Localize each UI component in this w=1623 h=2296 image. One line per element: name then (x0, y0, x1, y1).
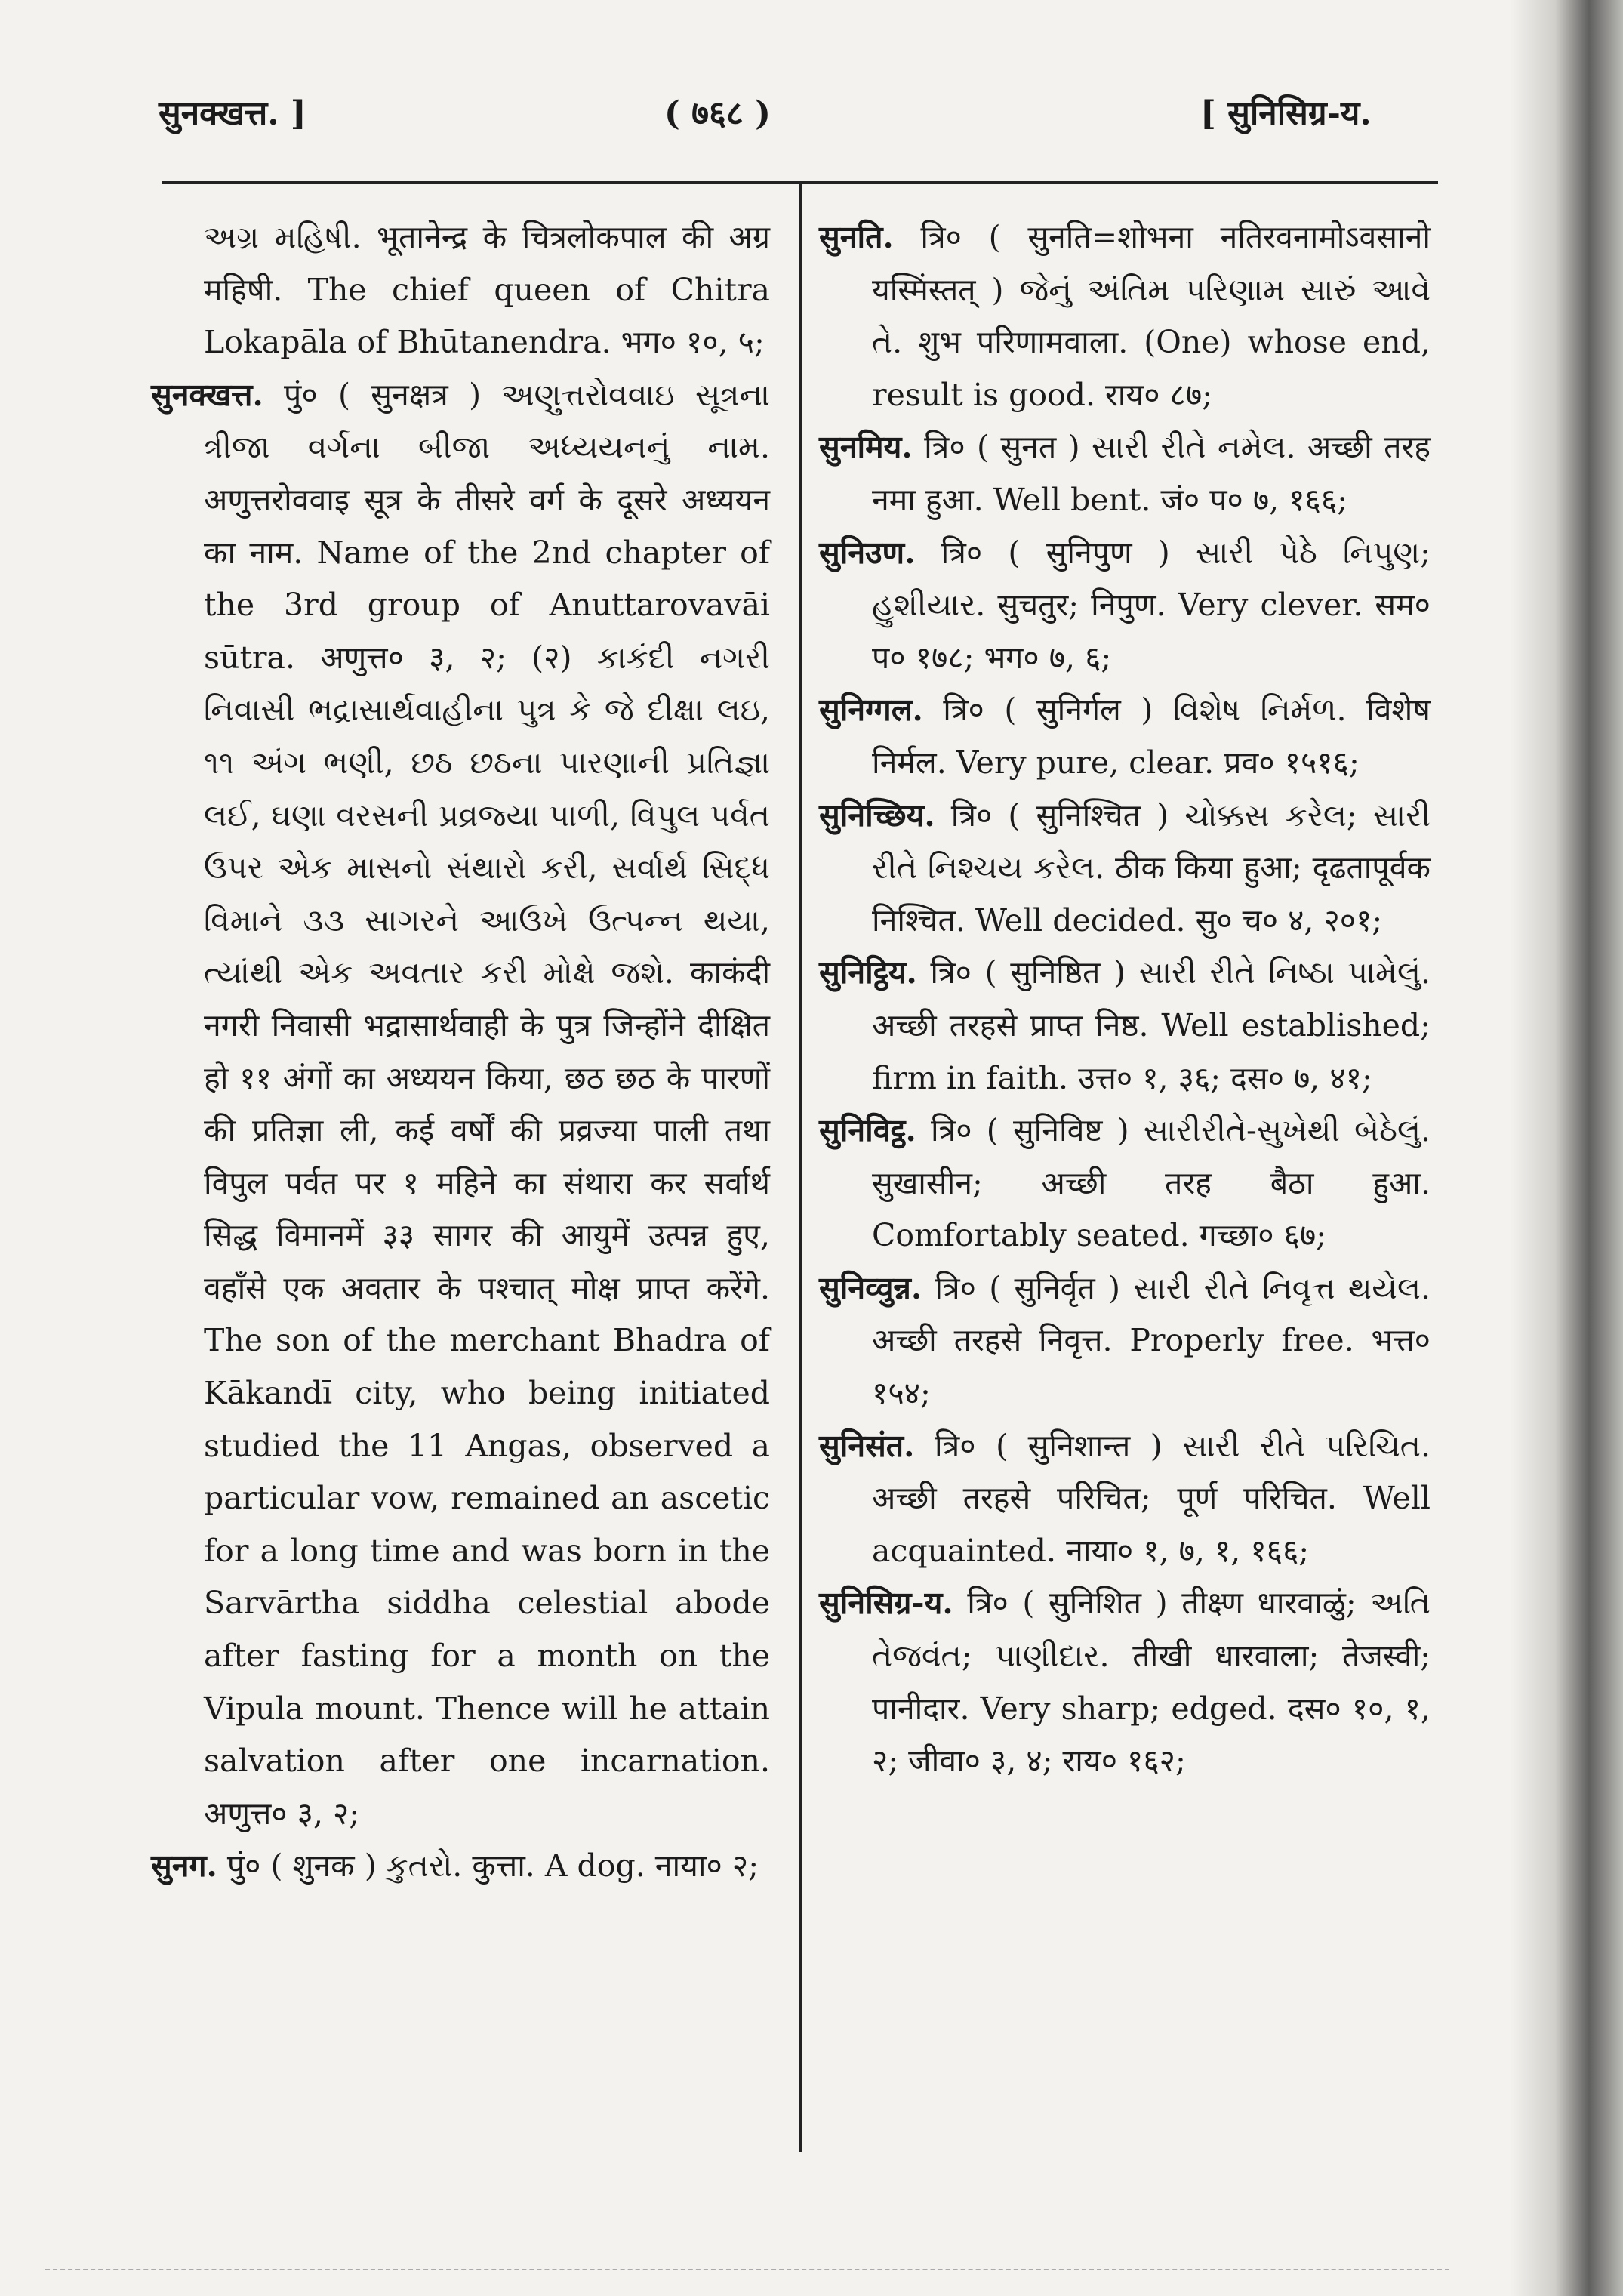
headword: सुनिट्ठिय. (819, 954, 917, 991)
dictionary-entry (151, 369, 770, 1841)
dictionary-entry (819, 527, 1431, 685)
entry-text: त्रि० ( सुनिश्चित ) ચોક્કસ કરેલ; સારી રીતે નિશ્ચય કરેલ. ठीक किया हुआ; दृढतापूर्वक निश्चित. Well decided. सु० च० ४, २०१; (872, 797, 1431, 938)
headword: सुनिच्छिय. (819, 797, 935, 834)
headword: सुनक्खत्त. (151, 376, 263, 413)
headword: सुनिव्वुन्न. (819, 1269, 922, 1306)
entry-text: त्रि० ( सुनिपुण ) સારી પેઠે નિપુણ; હુશીયાર. सुचतुर; निपुण. Very clever. सम० प० १७८; भग० ७, ६; (872, 534, 1431, 676)
column-divider (799, 181, 802, 2152)
header-left-guideword: सुनक्खत्त. ] (159, 94, 306, 133)
headword: सुनमिय. (819, 429, 913, 466)
dictionary-entry (819, 684, 1431, 789)
page-edge-shadow (1510, 0, 1623, 2296)
dictionary-entry (819, 211, 1431, 421)
header-right-guideword: [ सुनिसिग्र-य. (1200, 94, 1372, 133)
entry-text: त्रि० ( सुनिष्ठित ) સારી રીતે નિષ્ઠા પામેલું. अच्छी तरहसे प्राप्त निष्ठ. Well established; firm in faith. उत्त० १, ३६; दस० ७, ४१; (872, 954, 1431, 1096)
dictionary-entry (819, 1420, 1431, 1578)
dictionary-entry (819, 1262, 1431, 1420)
left-column (151, 211, 770, 1893)
headword: सुनिसिग्र-य. (819, 1585, 953, 1622)
headword: सुनति. (819, 219, 894, 255)
entry-text: त्रि० ( सुनिर्गल ) વિશેષ નિર્મળ. विशेष निर्मल. Very pure, clear. प्रव० १५१६; (872, 692, 1431, 781)
entry-text: त्रि० ( सुनति=शोभना नतिरवनामोऽवसानो यस्मिंस्तत् ) જેનું અંતિમ પરિણામ સારું આવે તે. शुभ परिणामवाला. (One) whose end, result is good. राय० ८७; (872, 219, 1431, 413)
page-number: ( ७६८ ) (664, 94, 771, 133)
dictionary-entry (819, 790, 1431, 948)
headword: सुनिविट्ठ. (819, 1112, 916, 1149)
headword: सुनिग्गल. (819, 692, 923, 729)
dictionary-entry (151, 1840, 770, 1893)
entry-text: पुं० ( शुनक ) કુતરો. कुत्ता. A dog. नाया० २; (226, 1848, 759, 1885)
page-header (0, 83, 1510, 143)
right-column (819, 211, 1431, 1788)
entry-text: त्रि० ( सुनिशित ) तीक्ष्ण धारवाळुं; અતિ તેજવંત; પાણીદાર. तीखी धारवाला; तेजस्वी; पानीदार. Very sharp; edged. दस० १०, १, २; जीवा० ३, ४; राय० १६२; (872, 1585, 1431, 1780)
entry-text: त्रि० ( सुनत ) સારી રીતે નમેલ. अच्छी तरह नमा हुआ. Well bent. जं० प० ७, १६६; (872, 429, 1431, 518)
entry-text: त्रि० ( सुनिविष्ट ) સારીરીતે-સુખેથી બેઠેલું. सुखासीन; अच्छी तरह बैठा हुआ. Comfortably seated. गच्छा० ६७; (872, 1112, 1431, 1254)
entry-text: त्रि० ( सुनिर्वृत ) સારી રીતે નિવૃત્ત થયેલ. अच्छी तरहसे निवृत्त. Properly free. भत्त० १५४; (872, 1269, 1431, 1412)
dictionary-entry (819, 1105, 1431, 1262)
headword: सुनिउण. (819, 534, 916, 571)
headword: सुनग. (151, 1848, 217, 1885)
headword: सुनिसंत. (819, 1427, 915, 1464)
dictionary-entry: અગ્ર મહિષી. भूतानेन्द्र के चित्रलोकपाल की अग्र महिषी. The chief queen of Chitra Lokapāla of Bhūtanendra. भग० १०, ५; (204, 219, 770, 361)
entry-text: त्रि० ( सुनिशान्त ) સારી રીતે પરિચિત. अच्छी तरहसे परिचित; पूर्ण परिचित. Well acquainted. नाया० १, ७, १, १६६; (872, 1427, 1431, 1569)
dictionary-entry (819, 1577, 1431, 1787)
dictionary-entry (819, 421, 1431, 526)
dictionary-entry (819, 947, 1431, 1105)
page-bottom-border (45, 2269, 1449, 2272)
entry-text: पुं० ( सुनक्षत्र ) અણુત્તરોવવાઇ સૂત્રના ત્રીજા વર્ગના બીજા અધ્યયનનું નામ. अणुत्तरोववाइ सूत्र के तीसरे वर्ग के दूसरे अध्ययन का नाम. Name of the 2nd chapter of the 3rd group of Anuttarovavāi sūtra. अणुत्त० ३, २; (२) કાકંદી નગરી નિવાસી ભદ્રાસાર્થવાહીના પુત્ર કે જે દીક્ષા લઇ, ૧૧ અંગ ભણી, છઠ છઠના પારણાની પ્રતિજ્ઞા લઈ, ઘણા વરસની પ્રવ્રજ્યા પાળી, વિપુલ પર્વત ઉપર એક માસનો સંથારો કરી, સર્વાર્થ સિદ્ધ વિમાને ૩૩ સાગરને આઉખે ઉત્પન્ન થયા, ત્યાંથી એક અવતાર કરી મોક્ષે જશે. काकंदी नगरी निवासी भद्रासार्थवाही के पुत्र जिन्होंने दीक्षित हो ११ अंगों का अध्ययन किया, छठ छठ के पारणों की प्रतिज्ञा ली, कई वर्षों की प्रव्रज्या पाली तथा विपुल पर्वत पर १ महिने का संथारा कर सर्वार्थ सिद्ध विमानमें ३३ सागर की आयुमें उत्पन्न हुए, वहाँसे एक अवतार के पश्चात् मोक्ष प्राप्त करेंगे. The son of the merchant Bhadra of Kākandī city, who being initiated studied the 11 Angas, observed a particular vow, remained an ascetic for a long time and was born in the Sarvārtha siddha celestial abode after fasting for a month on the Vipula mount. Thence will he attain salvation after one incarnation. अणुत्त० ३, २; (204, 376, 770, 1832)
